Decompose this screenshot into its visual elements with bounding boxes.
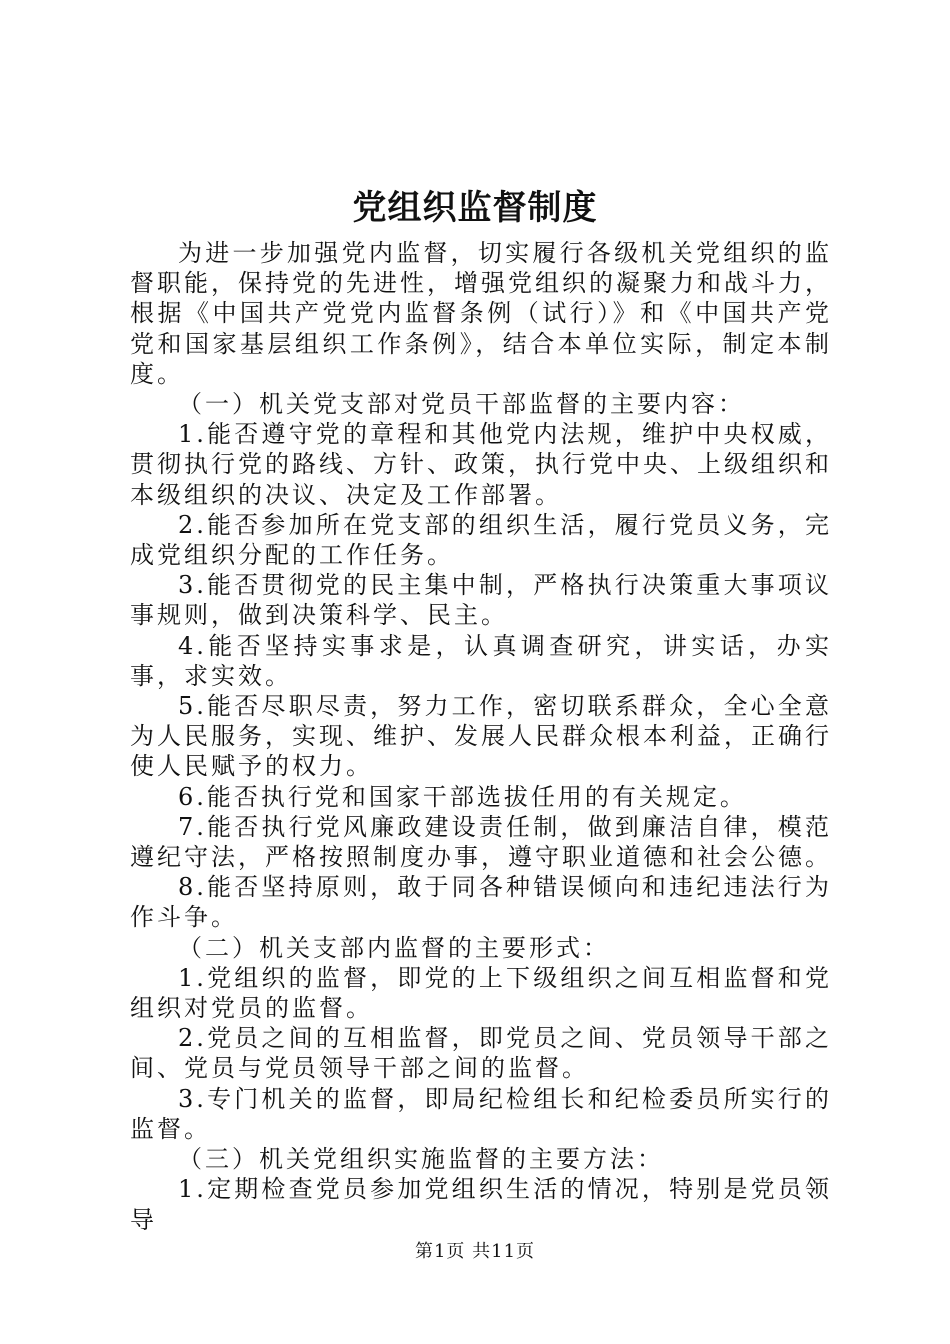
section-1-item-7: 7.能否执行党风廉政建设责任制，做到廉洁自律，模范遵纪守法，严格按照制度办事，遵守职业道德和社会公德。 xyxy=(130,812,832,872)
document-body xyxy=(130,238,832,1235)
section-2-item-3: 3.专门机关的监督，即局纪检组长和纪检委员所实行的监督。 xyxy=(130,1084,832,1143)
section-heading-1: （一）机关党支部对党员干部监督的主要内容： xyxy=(178,390,745,419)
section-heading-3: （三）机关党组织实施监督的主要方法： xyxy=(178,1145,664,1174)
document-title: 党组织监督制度 xyxy=(352,188,598,228)
section-heading-2: （二）机关支部内监督的主要形式： xyxy=(178,933,610,962)
section-3-item-1: 1.定期检查党员参加党组织生活的情况，特别是党员领导 xyxy=(130,1175,832,1234)
section-1-item-4: 4.能否坚持实事求是，认真调查研究，讲实话，办实事，求实效。 xyxy=(130,631,832,690)
section-1-item-3: 3.能否贯彻党的民主集中制，严格执行决策重大事项议事规则，做到决策科学、民主。 xyxy=(130,571,832,630)
section-1-item-6: 6.能否执行党和国家干部选拔任用的有关规定。 xyxy=(178,782,747,811)
section-1-item-2: 2.能否参加所在党支部的组织生活，履行党员义务，完成党组织分配的工作任务。 xyxy=(130,510,832,570)
section-2-item-2: 2.党员之间的互相监督，即党员之间、党员领导干部之间、党员与党员领导干部之间的监督。 xyxy=(130,1024,832,1083)
section-1-item-5: 5.能否尽职尽责，努力工作，密切联系群众，全心全意为人民服务，实现、维护、发展人民群众根本利益，正确行使人民赋予的权力。 xyxy=(130,692,832,781)
section-1-item-1: 1.能否遵守党的章程和其他党内法规，维护中央权威，贯彻执行党的路线、方针、政策，执行党中央、上级组织和本级组织的决议、决定及工作部署。 xyxy=(130,420,832,509)
page-number-footer: 第1页 共11页 xyxy=(414,1241,536,1262)
intro-paragraph: 为进一步加强党内监督，切实履行各级机关党组织的监督职能，保持党的先进性，增强党组织的凝聚力和战斗力，根据《中国共产党党内监督条例（试行）》和《中国共产党党和国家基层组织工作条例》，结合本单位实际，制定本制度。 xyxy=(130,239,832,388)
section-1-item-8: 8.能否坚持原则，敢于同各种错误倾向和违纪违法行为作斗争。 xyxy=(130,873,832,932)
section-2-item-1: 1.党组织的监督，即党的上下级组织之间互相监督和党组织对党员的监督。 xyxy=(130,963,832,1023)
